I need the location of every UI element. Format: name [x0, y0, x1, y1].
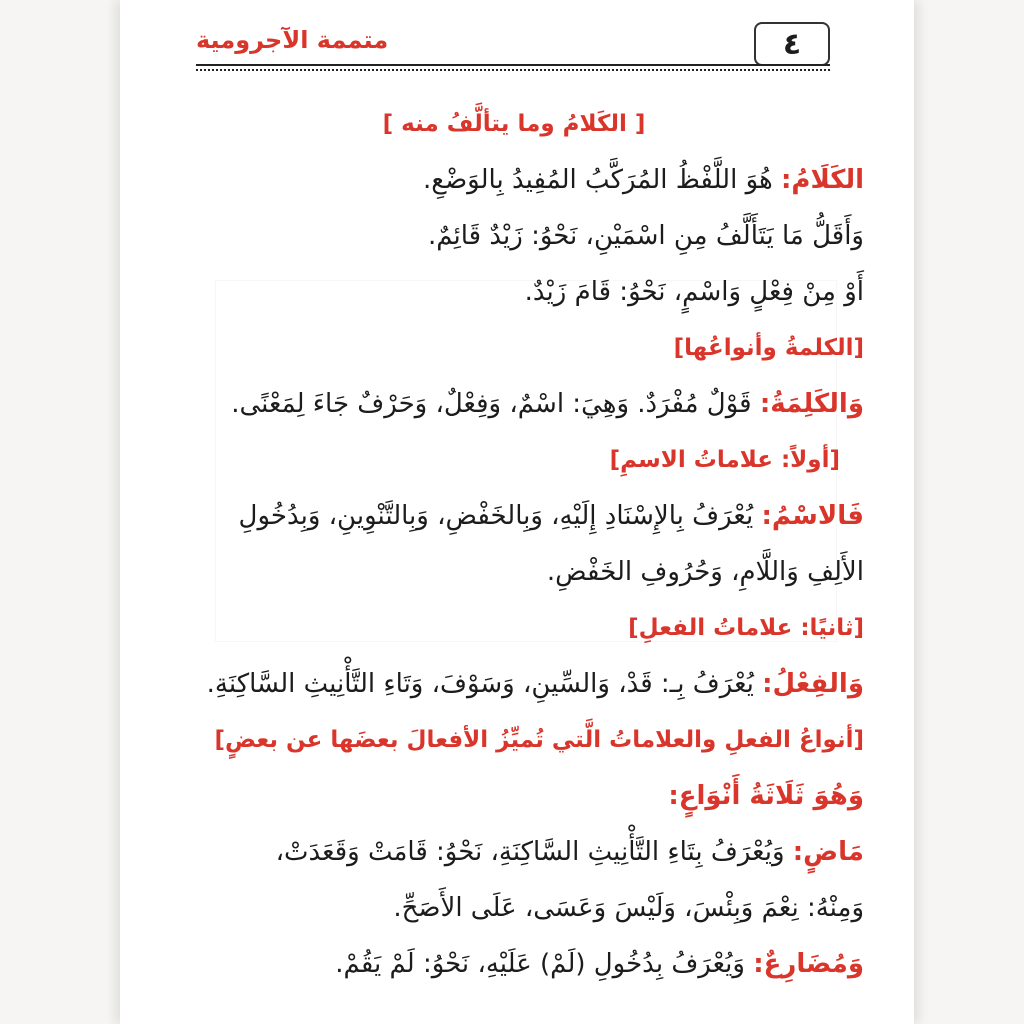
term-verb-types: وَهُوَ ثَلَاثَةُ أَنْوَاعٍ:: [668, 781, 864, 811]
section-heading-ism-signs: [أولاً: علاماتُ الاسمِ]: [609, 447, 840, 473]
paragraph-mudari: [164, 936, 864, 992]
text-ism-line1: يُعْرَفُ بِالإِسْنَادِ إِلَيْهِ، وَبِالخَفْضِ، وَبِالتَّنْوِينِ، وَبِدُخُولِ: [238, 501, 754, 531]
text-mudari: وَيُعْرَفُ بِدُخُولِ (لَمْ) عَلَيْهِ، نَحْوُ: لَمْ يَقُمْ.: [335, 949, 745, 979]
paragraph-madi-line2: [164, 880, 864, 936]
page-header: [196, 22, 830, 68]
paragraph-fil: [164, 656, 864, 712]
term-ism: فَالاسْمُ:: [761, 501, 864, 531]
paragraph-kalima: [164, 376, 864, 432]
paragraph-ism-line2: [164, 544, 864, 600]
section-heading-fil-signs: [ثانيًا: علاماتُ الفعلِ]: [628, 615, 864, 641]
term-mudari: وَمُضَارِعٌ:: [753, 949, 864, 979]
paragraph-kalam-definition: [164, 152, 864, 208]
term-kalima: وَالكَلِمَةُ:: [759, 389, 864, 419]
term-kalam: الكَلَامُ:: [781, 165, 864, 195]
paragraph-madi-line1: [164, 824, 864, 880]
text-kalima: قَوْلٌ مُفْرَدٌ. وَهِيَ: اسْمٌ، وَفِعْلٌ، وَحَرْفٌ جَاءَ لِمَعْنًى.: [231, 389, 752, 419]
paragraph-kalam-verb-noun: [164, 264, 864, 320]
text-fil: يُعْرَفُ بِـ: قَدْ، وَالسِّينِ، وَسَوْفَ، وَتَاءِ التَّأْنِيثِ السَّاكِنَةِ.: [206, 669, 754, 699]
section-heading-kalima: [الكلمةُ وأنواعُها]: [673, 335, 864, 361]
term-fil: وَالفِعْلُ:: [762, 669, 864, 699]
text-kalam-minimum: وَأَقَلُّ مَا يَتَأَلَّفُ مِنِ اسْمَيْنِ، نَحْوُ: زَيْدٌ قَائِمٌ.: [427, 221, 864, 251]
header-divider: [196, 64, 830, 66]
text-madi-line1: وَيُعْرَفُ بِتَاءِ التَّأْنِيثِ السَّاكِنَةِ، نَحْوُ: قَامَتْ وَقَعَدَتْ،: [275, 837, 785, 867]
text-kalam-definition: هُوَ اللَّفْظُ المُرَكَّبُ المُفِيدُ بِالوَضْعِ.: [423, 165, 773, 195]
page-number: ٤: [754, 22, 830, 66]
text-ism-line2: الأَلِفِ وَاللَّامِ، وَحُرُوفِ الخَفْضِ.: [546, 557, 864, 587]
text-madi-line2: وَمِنْهُ: نِعْمَ وَبِئْسَ، وَلَيْسَ وَعَسَى، عَلَى الأَصَحِّ.: [393, 893, 864, 923]
section-heading-verb-types: [أنواعُ الفعلِ والعلاماتُ الَّتي تُميِّزُ الأفعالَ بعضَها عن بعضٍ]: [214, 727, 864, 753]
paragraph-kalam-minimum: [164, 208, 864, 264]
book-title: متممة الآجرومية: [196, 26, 389, 54]
term-madi: مَاضٍ:: [792, 837, 864, 867]
paragraph-ism-line1: [164, 488, 864, 544]
book-page: [120, 0, 914, 1024]
page-body: [164, 96, 864, 992]
header-divider-dotted: [196, 69, 830, 71]
paragraph-verb-types-intro: [164, 768, 864, 824]
section-heading-kalam: [ الكَلامُ وما يتألَّفُ منه ]: [382, 111, 646, 137]
text-kalam-verb-noun: أَوْ مِنْ فِعْلٍ وَاسْمٍ، نَحْوُ: قَامَ زَيْدٌ.: [524, 277, 864, 307]
